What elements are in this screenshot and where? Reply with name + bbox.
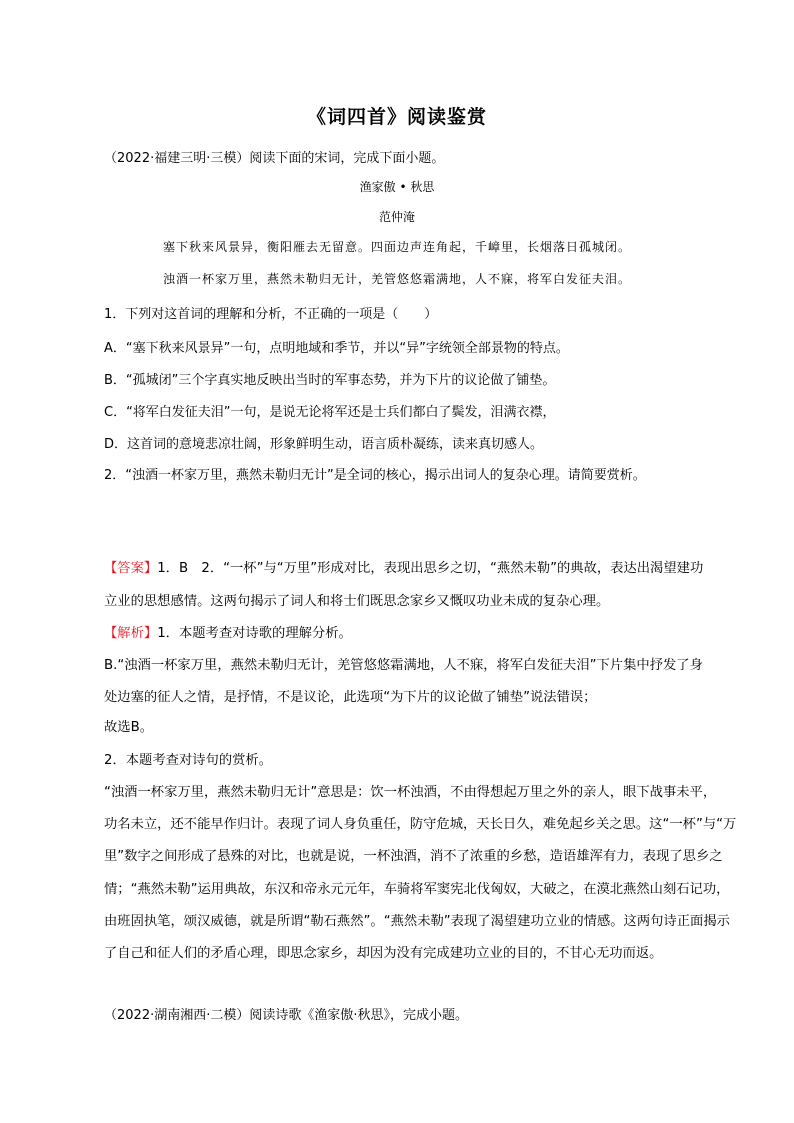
option-c: C．“将军白发征夫泪”一句，是说无论将军还是士兵们都白了鬓发，泪满衣襟，	[104, 405, 556, 420]
answer-line: 立业的思想感情。这两句揭示了词人和将士们既思念家乡又慨叹功业未成的复杂心理。	[104, 594, 610, 609]
analysis-line: 故选B。	[104, 720, 154, 735]
analysis-label: 【解析】	[104, 626, 158, 641]
option-b: B．“孤城闭”三个字真实地反映出当时的军事态势，并为下片的议论做了铺垫。	[104, 373, 556, 388]
analysis-line: 情；“燕然未勒”运用典故，东汉和帝永元元年，车骑将军窦宪北伐匈奴，大破之，在漠北燕然山刻石记功，	[104, 882, 730, 897]
analysis-line: 处边塞的征人之情，是抒情，不是议论，此选项“为下片的议论做了铺垫”说法错误；	[104, 690, 597, 705]
option-a: A．“塞下秋来风景异”一句，点明地域和季节，并以“异”字统领全部景物的特点。	[104, 341, 569, 356]
next-question-instruction: （2022·湖南湘西·二模）阅读诗歌《渔家傲·秋思》，完成小题。	[104, 1008, 468, 1023]
poem-line: 塞下秋来风景异，衡阳雁去无留意。四面边声连角起，千嶂里，长烟落日孤城闭。	[162, 240, 631, 254]
analysis-text: 1．本题考查对诗歌的理解分析。	[157, 626, 352, 641]
answer-text: 1．B 2．“一杯”与“万里”形成对比，表现出思乡之切，“燕然未勒”的典故，表达出渴望建功	[157, 561, 704, 576]
analysis-line	[104, 622, 352, 641]
poem-title: 渔家傲 • 秋思	[359, 180, 435, 194]
analysis-line: 了自己和征人们的矛盾心理，即思念家乡，却因为没有完成建功立业的目的，不甘心无功而返。	[104, 946, 663, 961]
analysis-line: “浊酒一杯家万里，燕然未勒归无计”意思是：饮一杯浊酒，不由得想起万里之外的亲人，眼下战事未平，	[104, 785, 717, 800]
poem-author: 范仲淹	[378, 210, 415, 224]
option-d: D．这首词的意境悲凉壮阔，形象鲜明生动，语言质朴凝练，读来真切感人。	[104, 437, 544, 452]
analysis-line: 2．本题考查对诗句的赏析。	[104, 753, 273, 768]
source-instruction: （2022·福建三明·三模）阅读下面的宋词，完成下面小题。	[104, 151, 445, 166]
answer-line	[104, 557, 703, 576]
analysis-line: 里”数字之间形成了悬殊的对比，也就是说，一杯浊酒，消不了浓重的乡愁，造语雄浑有力，表现了思乡之	[104, 849, 723, 864]
page-title: 《词四首》阅读鉴赏	[306, 106, 487, 128]
analysis-line: 功名未立，还不能早作归计。表现了词人身负重任，防守危城，天长日久，难免起乡关之思。这“一杯”与“万	[104, 817, 737, 832]
question-2: 2．“浊酒一杯家万里，燕然未勒归无计”是全词的核心，揭示出词人的复杂心理。请简要赏析。	[104, 468, 646, 483]
analysis-line: 由班固执笔，颂汉威德，就是所谓“勒石燕然”。“燕然未勒”表现了渴望建功立业的情感。这两句诗正面揭示	[104, 914, 730, 929]
answer-label: 【答案】	[104, 561, 158, 576]
poem-line: 浊酒一杯家万里，燕然未勒归无计，羌管悠悠霜满地，人不寐，将军白发征夫泪。	[162, 272, 631, 286]
analysis-line: B.“浊酒一杯家万里，燕然未勒归无计，羌管悠悠霜满地，人不寐，将军白发征夫泪”下片集中抒发了身	[104, 658, 703, 673]
question-1: 1．下列对这首词的理解和分析，不正确的一项是（ ）	[104, 307, 438, 322]
